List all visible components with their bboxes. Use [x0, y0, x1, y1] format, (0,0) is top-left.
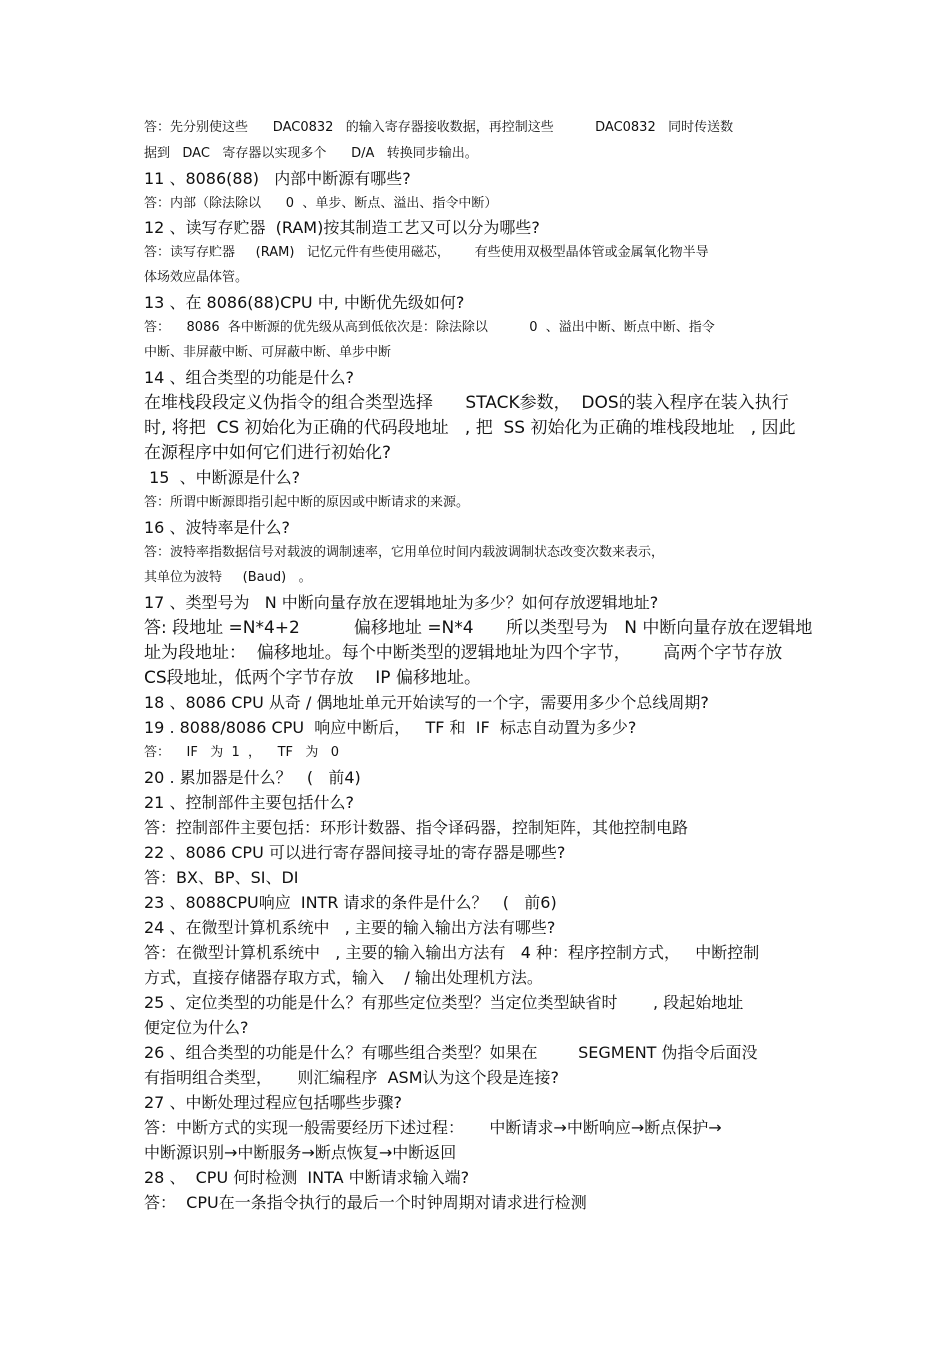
answer-line: 答：所谓中断源即指引起中断的原因或中断请求的来源。: [144, 495, 470, 510]
question-line: 18 、8086 CPU 从奇 / 偶地址单元开始读写的一个字，需要用多少个总线周期?: [144, 693, 709, 712]
question-line: 22 、8086 CPU 可以进行寄存器间接寻址的寄存器是哪些?: [144, 843, 566, 862]
question-line: 19 . 8088/8086 CPU 响应中断后， TF 和 IF 标志自动置为多少?: [144, 718, 637, 737]
answer-line: 答：读写存贮器 (RAM) 记忆元件有些使用磁芯， 有些使用双极型晶体管或金属氧化物半导: [144, 245, 709, 260]
answer-line: 答：先分别使这些 DAC0832 的输入寄存器接收数据，再控制这些 DAC0832 同时传送数: [144, 120, 734, 135]
body-line: 时, 将把 CS 初始化为正确的代码段地址 , 把 SS 初始化为正确的堆栈段地址 , 因此: [144, 418, 796, 438]
body-line: CS段地址，低两个字节存放 IP 偏移地址。: [144, 668, 481, 688]
question-line: 20 . 累加器是什么？ ( 前4): [144, 768, 361, 787]
question-line: 17 、类型号为 N 中断向量存放在逻辑地址为多少？如何存放逻辑地址?: [144, 593, 659, 612]
answer-line: 答：内部（除法除以 0 、单步、断点、溢出、指令中断）: [144, 196, 498, 211]
body-line: 在源程序中如何它们进行初始化?: [144, 443, 392, 463]
question-line: 有指明组合类型， 则汇编程序 ASM认为这个段是连接?: [144, 1068, 560, 1087]
answer-line: 答：波特率指数据信号对载波的调制速率，它用单位时间内载波调制状态改变次数来表示，: [144, 545, 665, 560]
body-line: 答: 段地址 =N*4+2 偏移地址 =N*4 所以类型号为 N 中断向量存放在逻辑地: [144, 618, 813, 638]
body-line: 答：中断方式的实现一般需要经历下述过程： 中断请求→中断响应→断点保护→: [144, 1118, 722, 1137]
answer-line: 据到 DAC 寄存器以实现多个 D/A 转换同步输出。: [144, 146, 478, 161]
question-line: 13 、在 8086(88)CPU 中, 中断优先级如何?: [144, 293, 465, 312]
question-line: 11 、8086(88) 内部中断源有哪些?: [144, 169, 411, 188]
body-line: 答： CPU在一条指令执行的最后一个时钟周期对请求进行检测: [144, 1193, 587, 1212]
body-line: 址为段地址： 偏移地址。每个中断类型的逻辑地址为四个字节， 高两个字节存放: [144, 643, 783, 663]
answer-line: 其单位为波特 (Baud) 。: [144, 570, 312, 585]
body-line: 答：控制部件主要包括：环形计数器、指令译码器，控制矩阵，其他控制电路: [144, 818, 689, 837]
question-line: 15 、中断源是什么?: [144, 468, 301, 487]
body-line: 中断源识别→中断服务→断点恢复→中断返回: [144, 1143, 457, 1162]
answer-line: 答： IF 为 1 ， TF 为 0: [144, 745, 340, 760]
body-line: 答：在微型计算机系统中 , 主要的输入输出方法有 4 种：程序控制方式， 中断控制: [144, 943, 760, 962]
body-line: 方式，直接存储器存取方式，输入 / 输出处理机方法。: [144, 968, 543, 987]
question-line: 23 、8088CPU响应 INTR 请求的条件是什么？ ( 前6): [144, 893, 557, 912]
question-line: 28 、 CPU 何时检测 INTA 中断请求输入端?: [144, 1168, 470, 1187]
answer-line: 体场效应晶体管。: [144, 270, 249, 285]
question-line: 26 、组合类型的功能是什么？有哪些组合类型？如果在 SEGMENT 伪指令后面没: [144, 1043, 758, 1062]
question-line: 便定位为什么?: [144, 1018, 249, 1037]
question-line: 27 、中断处理过程应包括哪些步骤?: [144, 1093, 402, 1112]
question-line: 25 、定位类型的功能是什么？有那些定位类型？当定位类型缺省时 , 段起始地址: [144, 993, 744, 1012]
question-line: 12 、读写存贮器 (RAM)按其制造工艺又可以分为哪些?: [144, 218, 540, 237]
body-line: 在堆栈段段定义伪指令的组合类型选择 STACK参数， DOS的装入程序在装入执行: [144, 393, 789, 413]
question-line: 21 、控制部件主要包括什么?: [144, 793, 354, 812]
question-line: 24 、在微型计算机系统中 , 主要的输入输出方法有哪些?: [144, 918, 556, 937]
answer-line: 答： 8086 各中断源的优先级从高到低依次是：除法除以 0 、溢出中断、断点中断、指令: [144, 320, 715, 335]
answer-line: 中断、非屏蔽中断、可屏蔽中断、单步中断: [144, 345, 392, 360]
question-line: 14 、组合类型的功能是什么?: [144, 368, 354, 387]
body-line: 答：BX、BP、SI、DI: [144, 868, 299, 887]
question-line: 16 、波特率是什么?: [144, 518, 290, 537]
